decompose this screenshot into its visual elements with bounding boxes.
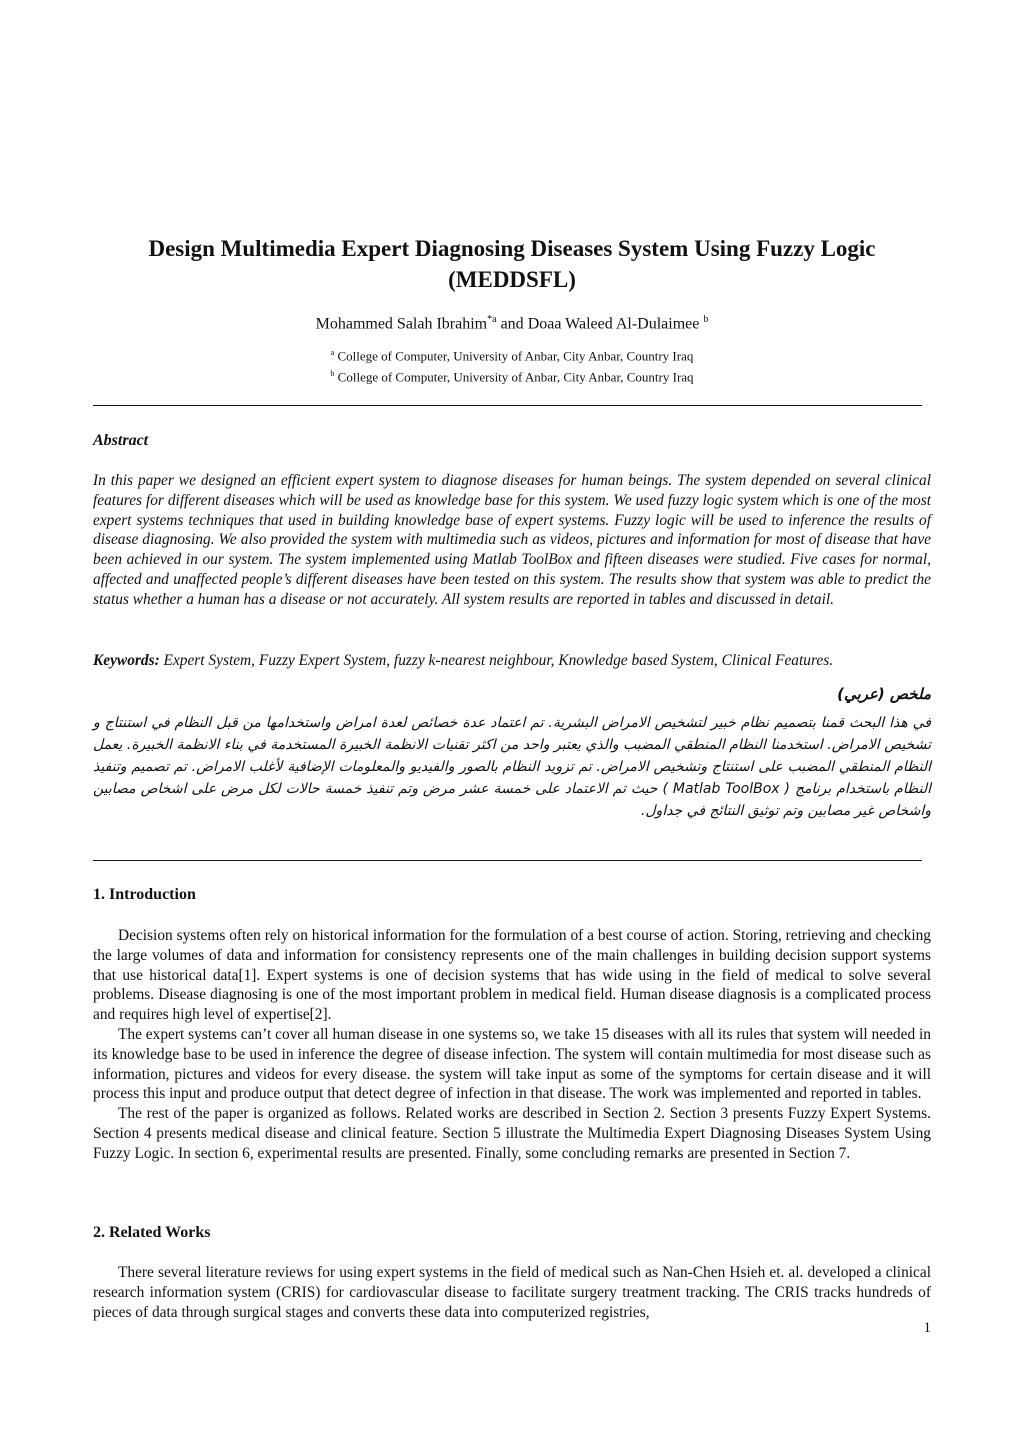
author-affiliation-mark: *a <box>487 314 497 325</box>
header-divider <box>93 405 922 406</box>
arabic-abstract-heading: ملخص (عربي) <box>837 685 931 703</box>
paper-title-line-2: (MEDDSFL) <box>448 267 576 292</box>
abstract-divider <box>93 860 922 861</box>
paragraph: There several literature reviews for using expert systems in the field of medical such as Nan-Chen Hsieh et. al. developed a clinical research information system (CRIS) for cardiovascular disease to facilitate surgery treatment tracking. The CRIS tracks hundreds of pieces of data through surgical stages and converts these data into computerized registries, <box>93 1264 931 1321</box>
abstract-text: In this paper we designed an efficient expert system to diagnose diseases for human beings. The system depended on several clinical features for different diseases which will be used as knowledge base for this system. We used fuzzy logic system which is one of the most expert systems techniques that used in building knowledge base of expert systems. Fuzzy logic will be used to inference the results of disease diagnosing. We also provided the system with multimedia such as videos, pictures and information for most of disease that have been achieved in our system. The system implemented using Matlab ToolBox and fifteen diseases were studied. Five cases for normal, affected and unaffected people’s different diseases have been tested on this system. The results show that system was able to predict the status whether a human has a disease or not accurately. All system results are reported in tables and discussed in detail. <box>93 472 931 608</box>
author-conjunction: and <box>496 315 528 333</box>
author-name: Mohammed Salah Ibrahim <box>315 315 488 333</box>
affiliation-list <box>93 344 931 387</box>
author-name: Doaa Waleed Al-Dulaimee <box>527 315 704 333</box>
affiliation <box>93 344 931 365</box>
paragraph: The expert systems can’t cover all human disease in one systems so, we take 15 diseases with all its rules that system will needed in its knowledge base to be used in inference the degree of disease infection. The system will contain multimedia for most disease such as information, pictures and videos for every disease. the system will take input as some of the symptoms for certain disease and it will process this input and produce output that detect degree of infection in that disease. The work was implemented and reported in tables. <box>93 1025 931 1103</box>
keywords-label: Keywords: <box>93 652 160 669</box>
page-number: 1 <box>923 1320 931 1336</box>
author-list <box>93 309 931 335</box>
affiliation <box>93 365 931 386</box>
keywords <box>93 651 931 671</box>
affiliation-mark: a <box>330 348 335 357</box>
section-heading-related-works: 2. Related Works <box>93 1224 211 1241</box>
related-works-body <box>93 1263 931 1322</box>
introduction-body <box>93 926 931 1164</box>
section-heading-introduction: 1. Introduction <box>93 886 196 903</box>
affiliation-mark: b <box>330 369 335 379</box>
abstract-heading: Abstract <box>93 432 149 449</box>
paragraph: The rest of the paper is organized as follows. Related works are described in Section 2. Section 3 presents Fuzzy Expert Systems. Section 4 presents medical disease and clinical feature. Section 5 illustrate the Multimedia Expert Diagnosing Diseases System Using Fuzzy Logic. In section 6, experimental results are presented. Finally, some concluding remarks are presented in Section 7. <box>93 1105 931 1162</box>
paper-title-line-1: Design Multimedia Expert Diagnosing Diseases System Using Fuzzy Logic <box>148 236 876 261</box>
paragraph: Decision systems often rely on historical information for the formulation of a best course of action. Storing, retrieving and checking the large volumes of data and information for consistency represents one of the main challenges in building decision support systems that use historical data[1]. Expert systems is one of decision systems that has wide using in the field of medical to solve several problems. Disease diagnosing is one of the most important problem in medical field. Human disease diagnosis is a complicated process and requires high level of expertise[2]. <box>93 927 931 1024</box>
affiliation-text: College of Computer, University of Anbar, City Anbar, Country Iraq <box>334 369 694 385</box>
keywords-text: Expert System, Fuzzy Expert System, fuzzy k-nearest neighbour, Knowledge based System, Clinical Features. <box>159 652 834 669</box>
paper-title <box>93 233 931 295</box>
author-affiliation-mark: b <box>703 314 709 325</box>
affiliation-text: College of Computer, University of Anbar, City Anbar, Country Iraq <box>334 348 694 364</box>
arabic-abstract-text: في هذا البحث قمنا بتصميم نظام خبير لتشخيص الامراض البشرية. تم اعتماد عدة خصائص لعدة امراض واستخدامها من قبل النظام في استنتاج و تشخيص الامراض. استخدمنا النظام المنطقي المضبب والذي يعتبر واحد من اكثر تقنيات الانظمة الخبيرة المستخدمة في بناء الانظمة الخبيرة. يعمل النظام المنطقي المضبب على استنتاج وتشخيص الامراض. تم تزويد النظام بالصور والفيديو والمعلومات الإضافية لأغلب الامراض. تم تصميم وتنفيذ النظام باستخدام برنامج ( Matlab ToolBox ) حيث تم الاعتماد على خمسة عشر مرض وتم تنفيذ خمسة حالات لكل مرض على اشخاص مصابين واشخاص غير مصابين وتم توثيق النتائج في جداول. <box>93 715 931 819</box>
